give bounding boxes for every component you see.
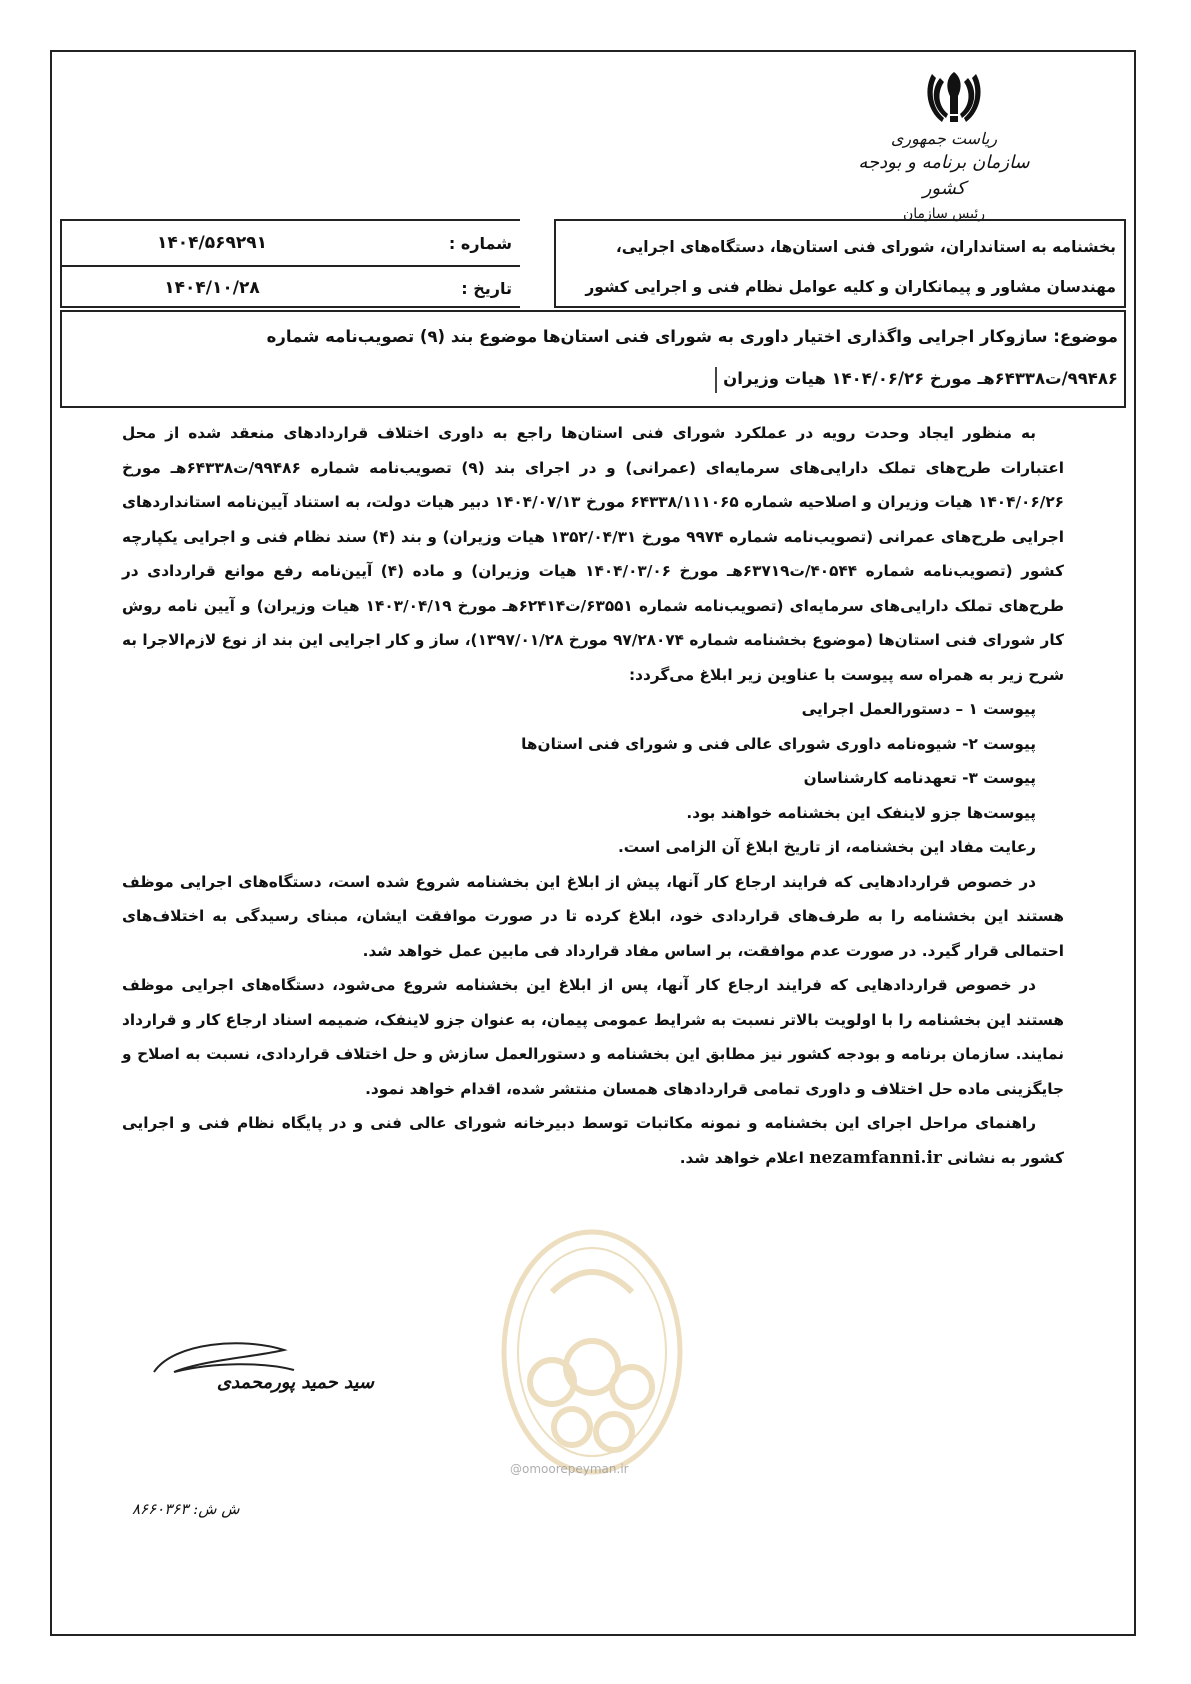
attachment-1: پیوست ۱ – دستورالعمل اجرایی	[801, 700, 1036, 718]
subject-line-2: ۹۹۴۸۶/ت۶۴۳۳۸هـ مورخ ۱۴۰۴/۰۶/۲۶ هیات وزیران	[723, 369, 1118, 388]
date-value: ۱۴۰۴/۱۰/۲۸	[164, 278, 260, 298]
body-paragraph-2: در خصوص قراردادهایی که فرایند ارجاع کار آنها، پیش از ابلاغ این بخشنامه شروع شده است، دستگاه‌های اجرایی موظف هستند این بخشنامه را به طرف‌های قراردادی خود، ابلاغ کرده تا در صورت موافقت ایشان، مبنای رسیدگی به اختلاف‌های احتمالی قرار گیرد. در صورت عدم موافقت، بر اساس مفاد قرارداد فی مابین عمل خواهد شد.	[122, 872, 1064, 960]
watermark-seal-icon	[492, 1212, 692, 1502]
subject-line-1: موضوع: سازوکار اجرایی واگذاری اختیار داوری به شورای فنی استان‌ها موضوع بند (۹) تصویب‌نامه شماره	[266, 327, 1118, 346]
addressee-block	[554, 219, 1126, 308]
body-paragraph-4	[122, 1106, 1064, 1175]
divider	[715, 367, 717, 393]
footer-code: ش ش: ۸۶۶۰۳۶۳	[132, 1500, 240, 1518]
iran-emblem-icon	[924, 68, 984, 126]
attachment-2: پیوست ۲- شیوه‌نامه داوری شورای عالی فنی و شورای فنی استان‌ها	[521, 734, 1036, 753]
body-paragraph-1: به منظور ایجاد وحدت رویه در عملکرد شورای فنی استان‌ها راجع به داوری اختلاف قراردادهای منعقد شده از محل اعتبارات طرح‌های تملک دارایی‌های سرمایه‌ای (عمرانی) و در اجرای بند (۹) تصویب‌نامه شماره ۹۹۴۸۶/ت۶۴۳۳۸هـ مورخ ۱۴۰۴/۰۶/۲۶ هیات وزیران و اصلاحیه شماره ۶۴۳۳۸/۱۱۱۰۶۵ مورخ ۱۴۰۴/۰۷/۱۳ دبیر هیات دولت، به استناد آیین‌نامه استانداردهای اجرایی طرح‌های عمرانی (تصویب‌نامه شماره ۹۹۷۴ مورخ ۱۳۵۲/۰۴/۳۱ هیات وزیران) و بند (۴) سند نظام فنی و اجرایی یکپارچه کشور (تصویب‌نامه شماره ۴۰۵۴۴/ت۶۳۷۱۹هـ مورخ ۱۴۰۴/۰۳/۰۶ هیات وزیران) و ماده (۴) آیین‌نامه رفع موانع قراردادی در طرح‌های تملک دارایی‌های سرمایه‌ای (تصویب‌نامه شماره ۶۳۵۵۱/ت۶۲۴۱۴هـ مورخ ۱۴۰۳/۰۴/۱۹ هیات وزیران) و آیین نامه روش کار شورای فنی استان‌ها (موضوع بخشنامه شماره ۹۷/۲۸۰۷۴ مورخ ۱۳۹۷/۰۱/۲۸)، ساز و کار اجرایی این بند از نوع لازم‌الاجرا به شرح زیر به همراه سه پیوست با عناوین زیر ابلاغ می‌گردد:	[122, 424, 1065, 684]
header-presidency: ریاست جمهوری	[890, 129, 998, 148]
watermark-text: @omoorepeyman.ir	[510, 1462, 629, 1476]
date-row	[62, 266, 520, 310]
number-value: ۱۴۰۴/۵۶۹۲۹۱	[157, 233, 267, 253]
website-link[interactable]: nezamfanni.ir	[809, 1147, 942, 1168]
paragraph-4-start: راهنمای مراحل اجرای این بخشنامه و نمونه مکاتبات توسط دبیرخانه شورای عالی فنی و در پایگاه نظام فنی و اجرایی کشور به نشانی	[122, 1114, 1064, 1167]
letter-frame	[50, 50, 1136, 1636]
subject-block	[60, 310, 1126, 408]
date-label: تاریخ :	[461, 278, 512, 298]
header-table	[60, 219, 1126, 308]
header-organization: سازمان برنامه و بودجه کشور	[858, 152, 1030, 199]
header-block	[844, 128, 1044, 226]
meta-block	[60, 219, 520, 308]
body-paragraph-3: در خصوص قراردادهایی که فرایند ارجاع کار آنها، پس از ابلاغ این بخشنامه شروع می‌شود، دستگاه‌های اجرایی موظف هستند این بخشنامه را با اولویت بالاتر نسبت به شرایط عمومی پیمان، به عنوان جزو لاینفک، ضمیمه اسناد ارجاع کار و قرارداد نمایند. سازمان برنامه و بودجه کشور نیز مطابق این بخشنامه و دستورالعمل سازش و حل اختلاف قراردادی، نسبت به اصلاح و جایگزینی ماده حل اختلاف و داوری تمامی قراردادهای همسان منتشر شده، اقدام خواهد نمود.	[122, 976, 1064, 1098]
number-label: شماره :	[448, 233, 512, 253]
header-head-title: رئیس سازمان	[903, 206, 985, 222]
compliance-note: رعایت مفاد این بخشنامه، از تاریخ ابلاغ آن الزامی است.	[617, 838, 1036, 856]
attachments-note: پیوست‌ها جزو لاینفک این بخشنامه خواهند بود.	[686, 803, 1036, 822]
signatory-name: سید حمید پورمحمدی	[216, 1372, 374, 1393]
paragraph-4-end: اعلام خواهد شد.	[679, 1148, 804, 1167]
letter-body	[122, 416, 1064, 1175]
addressee-line-1: بخشنامه به استانداران، شورای فنی استان‌ها، دستگاه‌های اجرایی،	[615, 238, 1116, 256]
attachment-3: پیوست ۳- تعهدنامه کارشناسان	[803, 769, 1036, 787]
number-row	[62, 221, 520, 267]
subject-line-2-wrap	[68, 358, 1118, 400]
addressee-line-2: مهندسان مشاور و پیمانکاران و کلیه عوامل نظام فنی و اجرایی کشور	[585, 278, 1116, 296]
signature-block	[114, 1332, 374, 1412]
